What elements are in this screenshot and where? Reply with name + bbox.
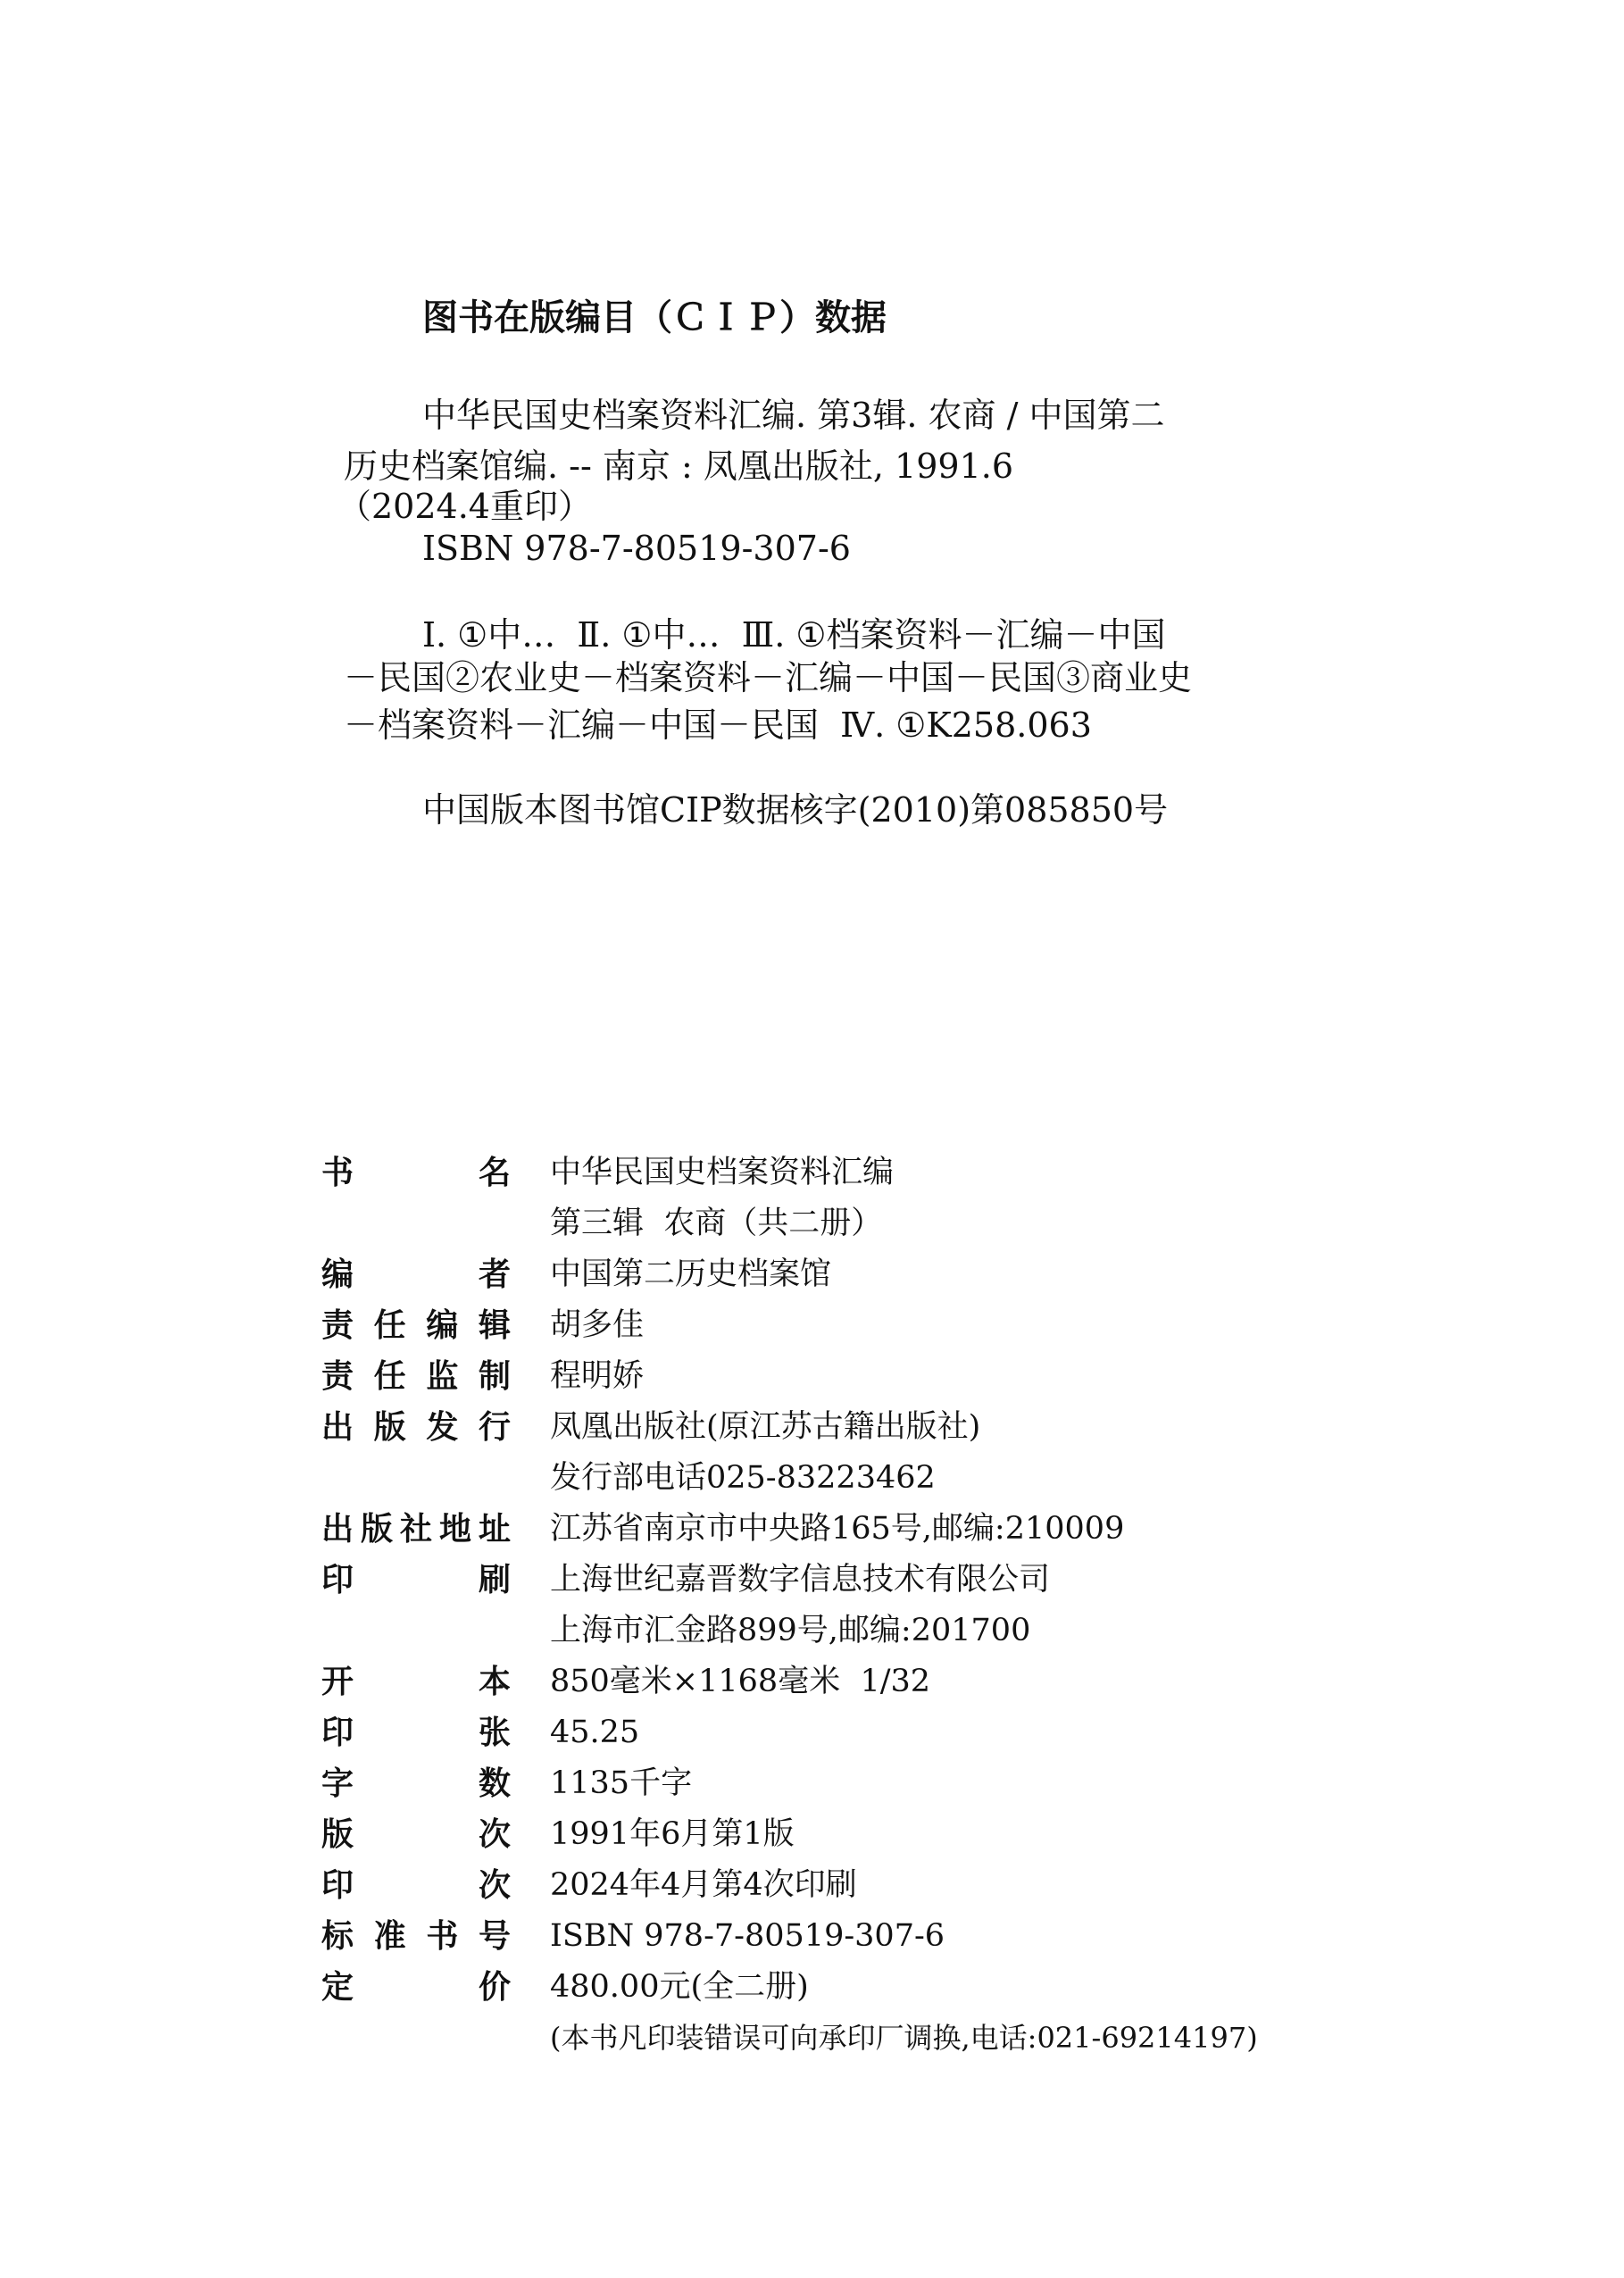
colophon-label: 责任监制 <box>321 1358 511 1395</box>
colophon-value: 胡多佳 <box>550 1307 645 1343</box>
cip-record-line: （2024.4重印） <box>337 487 592 526</box>
colophon-value: 程明娇 <box>550 1358 645 1394</box>
colophon-label: 印刷 <box>321 1562 511 1598</box>
cip-heading: 图书在版编目（ＣＩＰ）数据 <box>422 297 887 338</box>
colophon-value: ISBN 978-7-80519-307-6 <box>550 1918 945 1954</box>
colophon-value: 45.25 <box>550 1715 640 1750</box>
colophon-label: 书名 <box>321 1155 511 1191</box>
colophon-value: 中国第二历史档案馆 <box>550 1256 832 1292</box>
colophon-label: 责任编辑 <box>321 1307 511 1344</box>
cip-record-line: 历史档案馆编. -- 南京 : 凤凰出版社, 1991.6 <box>344 446 1014 486</box>
cip-isbn-line: ISBN 978-7-80519-307-6 <box>422 529 851 568</box>
cip-subject-line: Ⅰ. ①中… Ⅱ. ①中… Ⅲ. ①档案资料－汇编－中国 <box>422 615 1166 655</box>
colophon-value: (本书凡印装错误可向承印厂调换,电话:021-69214197) <box>550 2021 1258 2055</box>
colophon-label: 标准书号 <box>321 1918 511 1955</box>
colophon-value: 2024年4月第4次印刷 <box>550 1867 857 1903</box>
colophon-label: 印次 <box>321 1867 511 1904</box>
cip-subject-line: －档案资料－汇编－中国－民国 Ⅳ. ①K258.063 <box>344 705 1092 745</box>
colophon-value: 第三辑 农商（共二册） <box>550 1206 883 1241</box>
colophon-value: 上海市汇金路899号,邮编:201700 <box>550 1613 1031 1648</box>
colophon-label: 印张 <box>321 1715 511 1751</box>
colophon-value: 1991年6月第1版 <box>550 1816 795 1852</box>
colophon-label: 出版发行 <box>321 1409 511 1446</box>
colophon-value: 1135千字 <box>550 1765 693 1801</box>
cip-verification-number: 中国版本图书馆CIP数据核字(2010)第085850号 <box>422 790 1169 830</box>
colophon-label: 编者 <box>321 1256 511 1293</box>
colophon-value: 中华民国史档案资料汇编 <box>550 1155 895 1190</box>
colophon-label: 开本 <box>321 1664 511 1700</box>
colophon-label: 出版社地址 <box>321 1511 511 1548</box>
colophon-value: 凤凰出版社(原江苏古籍出版社) <box>550 1409 981 1445</box>
colophon-label: 字数 <box>321 1765 511 1802</box>
cip-record-line: 中华民国史档案资料汇编. 第3辑. 农商 / 中国第二 <box>422 396 1165 435</box>
cip-subject-line: －民国②农业史－档案资料－汇编－中国－民国③商业史 <box>344 658 1193 697</box>
colophon-value: 发行部电话025-83223462 <box>550 1460 936 1496</box>
colophon-value: 江苏省南京市中央路165号,邮编:210009 <box>550 1511 1125 1547</box>
colophon-value: 850毫米×1168毫米 1/32 <box>550 1664 931 1699</box>
colophon-label: 定价 <box>321 1969 511 2006</box>
colophon-label: 版次 <box>321 1816 511 1853</box>
colophon-value: 上海世纪嘉晋数字信息技术有限公司 <box>550 1562 1051 1598</box>
colophon-value: 480.00元(全二册) <box>550 1969 809 2005</box>
